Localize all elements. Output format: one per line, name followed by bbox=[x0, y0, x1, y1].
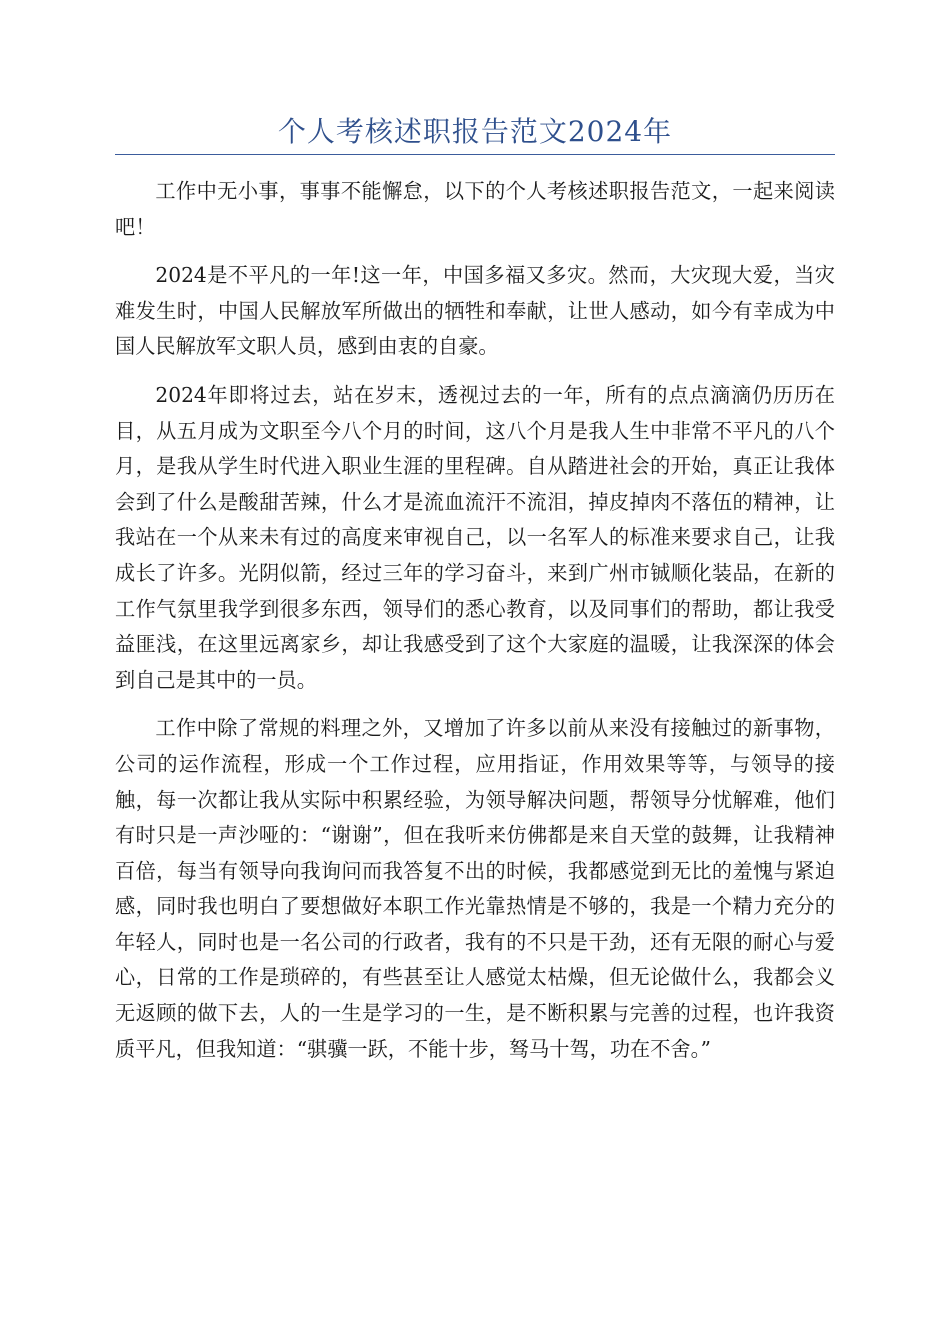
paragraph-year-end-review: 2024年即将过去，站在岁末，透视过去的一年，所有的点点滴滴仍历历在目，从五月成为文职至今八个月的时间，这八个月是我人生中非常不平凡的八个月，是我从学生时代进入职业生涯的里程碑。自从踏进社会的开始，真正让我体会到了什么是酸甜苦辣，什么才是流血流汗不流泪，掉皮掉肉不落伍的精神，让我站在一个从来未有过的高度来审视自己，以一名军人的标准来要求自己，让我成长了许多。光阴似箭，经过三年的学习奋斗，来到广州市铖顺化装品，在新的工作气氛里我学到很多东西，领导们的悉心教育，以及同事们的帮助，都让我受益匪浅，在这里远离家乡，却让我感受到了这个大家庭的温暖，让我深深的体会到自己是其中的一员。 bbox=[115, 382, 835, 692]
title-underline bbox=[115, 154, 835, 155]
paragraph-2024-year: 2024是不平凡的一年!这一年，中国多福又多灾。然而，大灾现大爱，当灾难发生时，中国人民解放军所做出的牺牲和奉献，让世人感动，如今有幸成为中国人民解放军文职人员，感到由衷的自豪。 bbox=[115, 263, 835, 359]
paragraph-intro: 工作中无小事，事事不能懈怠，以下的个人考核述职报告范文，一起来阅读吧！ bbox=[115, 179, 835, 239]
document-title: 个人考核述职报告范文2024年 bbox=[277, 115, 673, 148]
document-body bbox=[115, 174, 835, 1080]
paragraph-work-experience: 工作中除了常规的料理之外，又增加了许多以前从来没有接触过的新事物，公司的运作流程，形成一个工作过程，应用指证，作用效果等等，与领导的接触，每一次都让我从实际中积累经验，为领导解决问题，帮领导分忧解难，他们有时只是一声沙哑的：“谢谢”，但在我听来仿佛都是来自天堂的鼓舞，让我精神百倍，每当有领导向我询问而我答复不出的时候，我都感觉到无比的羞愧与紧迫感，同时我也明白了要想做好本职工作光靠热情是不够的，我是一个精力充分的年轻人，同时也是一名公司的行政者，我有的不只是干劲，还有无限的耐心与爱心，日常的工作是琐碎的，有些甚至让人感觉太枯燥，但无论做什么，我都会义无返顾的做下去，人的一生是学习的一生，是不断积累与完善的过程，也许我资质平凡，但我知道：“骐骥一跃，不能十步，驽马十驾，功在不舍。” bbox=[115, 716, 835, 1061]
